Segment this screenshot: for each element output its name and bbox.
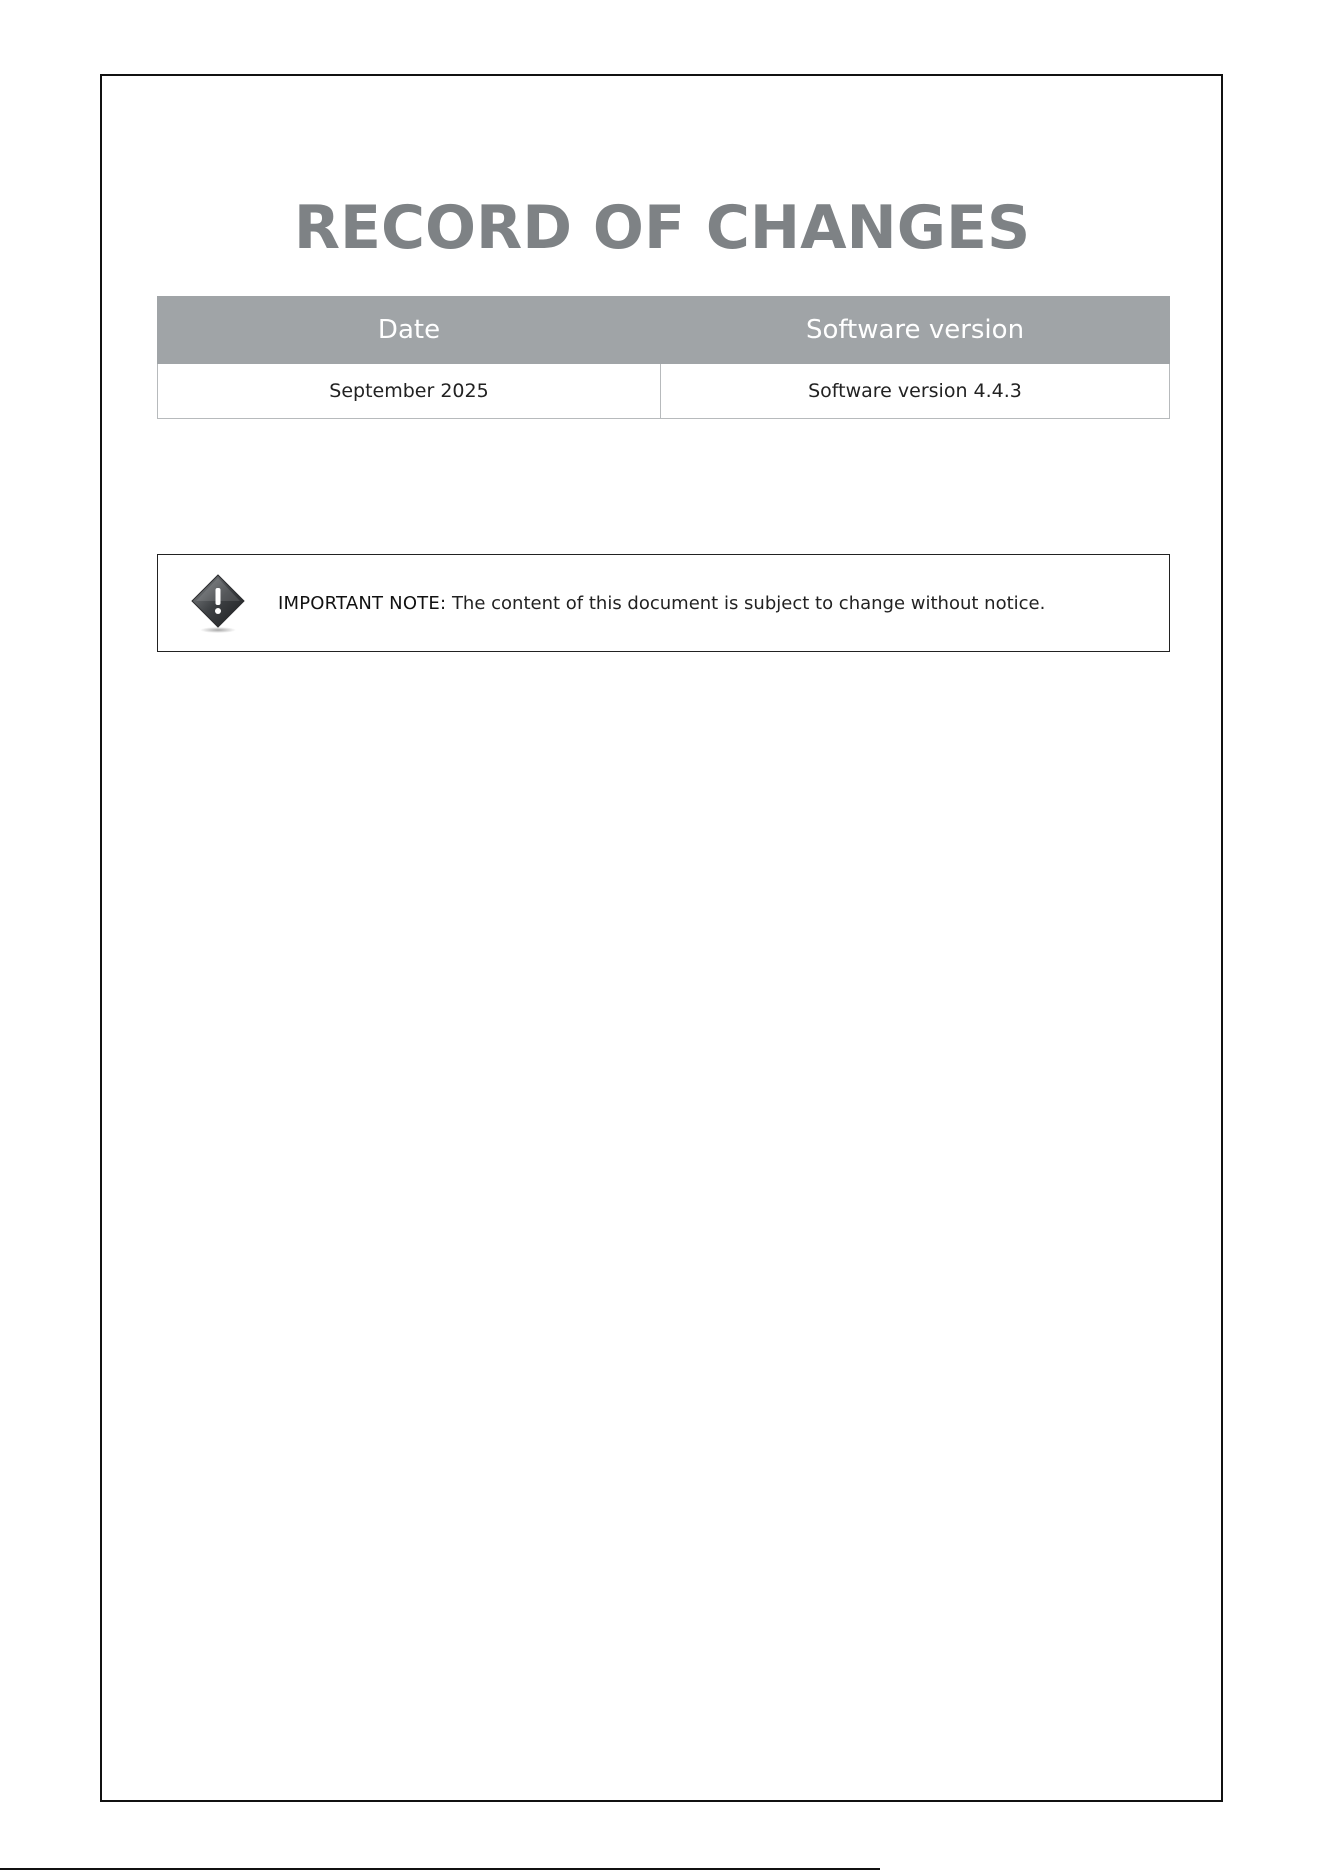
important-note-text — [278, 555, 1045, 653]
footer-rule — [0, 1868, 880, 1870]
date-column-header: Date — [158, 297, 661, 364]
software-version-column-header: Software version — [661, 297, 1170, 364]
warning-diamond-icon — [188, 573, 248, 635]
page-title: RECORD OF CHANGES — [293, 193, 1031, 263]
record-of-changes-table — [157, 296, 1170, 419]
table-header-row — [158, 297, 1170, 364]
software-version-cell: Software version 4.4.3 — [661, 364, 1170, 419]
important-note-label: IMPORTANT NOTE: — [278, 593, 447, 614]
important-note-body: The content of this document is subject to change without notice. — [446, 593, 1046, 614]
table-row — [158, 364, 1170, 419]
important-note-box — [157, 554, 1170, 652]
date-cell: September 2025 — [158, 364, 661, 419]
